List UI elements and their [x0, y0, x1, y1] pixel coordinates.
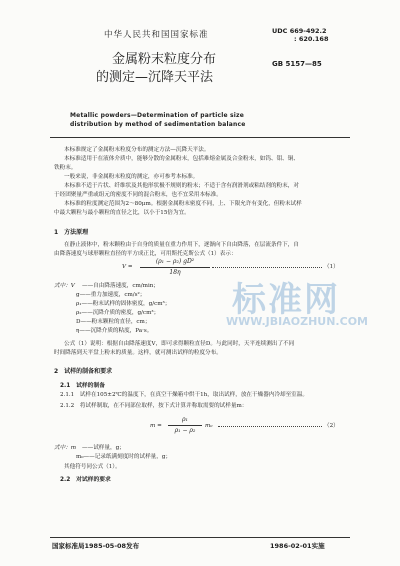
symbol-definition: ——试样量，g； — [82, 445, 125, 451]
issue-date: 国家标准局1985-05-08发布 — [52, 542, 140, 550]
intro-line: 本标准规定了金属粉末粒度分布的测定方法—沉降天平法。 — [64, 147, 210, 153]
title-line-1: 金属粉末粒度分布 — [112, 52, 217, 67]
eq1-number: （1） — [324, 264, 339, 270]
symbol-definition: D——粉末颗粒的直径，cm； — [76, 319, 151, 325]
intro-line: 于经团聚量严重或组元的密度不同的混合粉末，也不宜采用本标准。 — [54, 192, 222, 198]
sec1-paragraph: 在静止液体中，粉末颗粒由于自身的质量在重力作用下，逐渐向下自由降落，在层流条件下，自 — [64, 242, 299, 248]
intro-line: 本标准的粒度测定范围为2～80μm。根据金属粉末密度不同，上、下限允许有变化，但粉末试样 — [64, 201, 302, 207]
standard-number: GB 5157—85 — [272, 60, 322, 68]
symbol-definition: ρ₂——沉降介质的密度，g/cm³； — [76, 310, 160, 316]
section-2-2-heading: 2.2 对试样的要求 — [60, 477, 111, 483]
sec2-paragraph: 2.1.2 将试样制取，在不同部位取样，按下式计算并称取需要的试样量m： — [60, 403, 248, 409]
english-title-line-2: distribution by method of sedimentation balance — [70, 121, 246, 128]
symbol-definition: η——沉降介质的粘度，Pa·s。 — [76, 328, 153, 334]
intro-line: 本标准不适于片状、纤维状及其他形状极不规则的粉末；不适于含有润滑剂或粘结剂的粉末，对 — [64, 183, 299, 189]
sec2-paragraph: 其他符号同公式（1）。 — [64, 464, 121, 470]
sec1-paragraph: 公式（1）说明：根据自由降落速度V，即可求得颗粒直径D。与此同时，天平连续测出了不同 — [64, 341, 295, 347]
eq2-rhs: m₀ — [205, 423, 213, 429]
section-2-1-heading: 2.1 试样的制备 — [60, 383, 106, 389]
eq2-fraction-bar — [168, 425, 202, 426]
eq2-denominator: ρ₁ − ρ₂ — [174, 427, 196, 434]
sec1-paragraph: 由降落速度与球形颗粒直径的平方成正比，可用斯托克斯公式（1）表示： — [54, 251, 237, 257]
symbol-definition: g——重力加速度，cm/s²； — [76, 292, 146, 298]
udc-code — [272, 27, 328, 43]
symbol-definition: ρ₁——粉末试样的固体密度，g/cm³； — [76, 301, 171, 307]
intro-line: 本标准适用于在液体介质中，能够分散的金属粉末，包括难熔金属及合金粉末，如钨、钼、铜、 — [64, 156, 299, 162]
eq1-denominator: 18η — [169, 269, 181, 276]
udc-line-1: UDC 669-492.2 — [272, 27, 327, 35]
watermark-text: 标准网 — [232, 280, 340, 320]
eq1-fraction-bar — [140, 267, 210, 268]
eq1-leader — [212, 267, 322, 269]
eq2-leader — [218, 426, 322, 428]
watermark-url: WWW.JBIAOZHUN.COM — [226, 315, 368, 328]
section-2-heading: 2 试样的制备和要求 — [54, 368, 113, 375]
udc-line-2: : 620.168 — [294, 35, 329, 43]
symbol-definition: m₀——记录纸满刻度时的试样量，g； — [76, 454, 172, 460]
intro-line: 铁粉末。 — [54, 165, 77, 171]
symbol-definition: ——自由降落速度，cm/min； — [82, 283, 159, 289]
sec1-paragraph: 时间降落到天平盘上粉末的质量。这样，就可测出试样的粒度分布。 — [54, 350, 222, 356]
eq1-numerator: (ρ₁ − ρ₂) gD² — [155, 258, 195, 265]
title-line-2: 的测定—沉降天平法 — [96, 70, 214, 85]
effective-date: 1986-02-01实施 — [270, 542, 325, 550]
sec2-where-lead: 式中：m — [54, 445, 77, 451]
sec1-where-lead: 式中：V — [54, 283, 75, 289]
section-1-heading: 1 方法原理 — [54, 229, 89, 236]
eq2-number: （2） — [324, 423, 339, 429]
issuing-org: 中华人民共和国国家标准 — [104, 30, 209, 40]
eq2-numerator: ρ₁ — [182, 416, 188, 423]
header-rule — [50, 137, 350, 138]
english-title-line-1: Metallic powders—Determination of particle size — [70, 112, 245, 119]
sec2-paragraph: 2.1.1 试样在105±2℃的温度下，在真空干燥箱中烘干1h，取出试样，放在干燥器内冷却至室温。 — [60, 392, 308, 398]
intro-line: 一般来说，非金属粉末粒度的测定，亦可参考本标准。 — [64, 174, 199, 180]
intro-line: 中最大颗粒与最小颗粒的直径之比，以小于15倍为宜。 — [54, 210, 190, 216]
footer-rule — [50, 537, 350, 538]
eq1-lhs: V = — [122, 264, 133, 270]
eq2-lhs: m = — [150, 423, 162, 429]
